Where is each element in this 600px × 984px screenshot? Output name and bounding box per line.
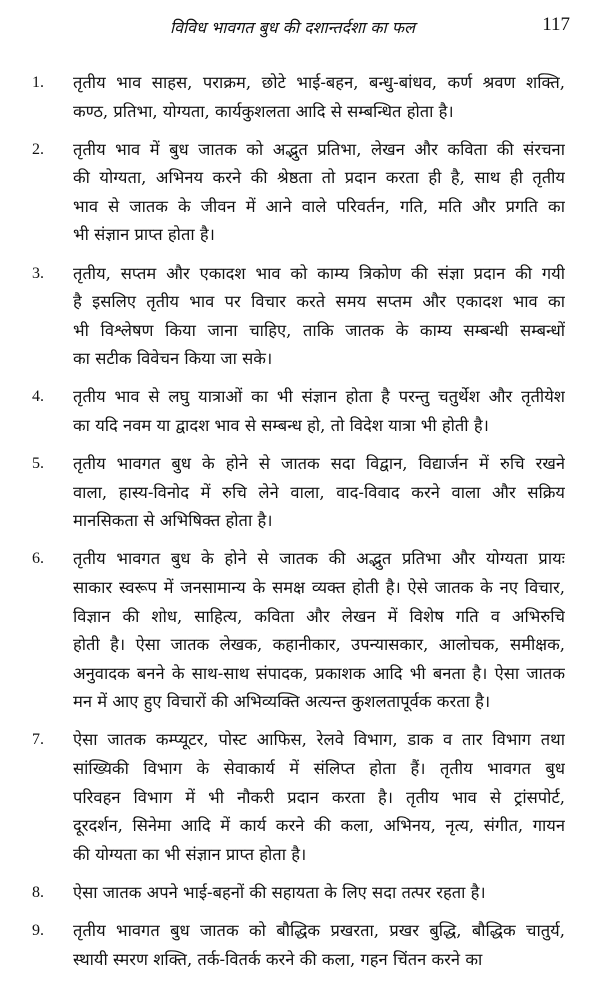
text-line: तृतीय भाव से लघु यात्राओं का भी संज्ञान होता है परन्तु चतुर्थेश और तृतीयेश [73, 387, 565, 407]
item-text [73, 879, 565, 908]
text-line: तृतीय भाव में बुध जातक को अद्भुत प्रतिभा, लेखन और कविता की संरचना [73, 139, 565, 159]
list-item [0, 260, 600, 374]
item-text [73, 136, 565, 250]
text-line: मन में आए हुए विचारों की अभिव्यक्ति अत्यन्त कुशलतापूर्वक करता है। [73, 692, 491, 712]
text-line: स्थायी स्मरण शक्ति, तर्क-वितर्क करने की कला, गहन चिंतन करने का [73, 949, 483, 969]
item-number: 3. [32, 264, 44, 282]
item-text [73, 450, 565, 536]
text-line: वाला, हास्य-विनोद में रुचि लेने वाला, वाद-विवाद करने वाला और सक्रिय [73, 482, 565, 502]
item-number: 1. [32, 74, 44, 91]
text-line: ऐसा जातक अपने भाई-बहनों की सहायता के लिए सदा तत्पर रहता है। [73, 882, 486, 902]
text-line: तृतीय, सप्तम और एकादश भाव को काम्य त्रिकोण की संज्ञा प्रदान की गयी [73, 263, 565, 283]
text-line: का सटीक विवेचन किया जा सके। [73, 349, 273, 369]
list-item [0, 69, 600, 126]
item-number: 4. [32, 388, 44, 406]
text-line: तृतीय भावगत बुध के होने से जातक की अद्भुत प्रतिभा और योग्यता प्रायः [73, 549, 565, 569]
list-item [0, 917, 600, 974]
text-line: भी विश्लेषण किया जाना चाहिए, ताकि जातक के काम्य सम्बन्धी सम्बन्धों [73, 320, 565, 340]
item-text [73, 260, 565, 374]
item-text [73, 917, 565, 974]
text-line: अनुवादक बनने के साथ-साथ संपादक, प्रकाशक आदि भी बनता है। ऐसा जातक [73, 663, 565, 683]
text-line: कण्ठ, प्रतिभा, योग्यता, कार्यकुशलता आदि से सम्बन्धित होता है। [73, 101, 454, 121]
text-line: भी संज्ञान प्राप्त होता है। [73, 225, 215, 245]
text-line: दूरदर्शन, सिनेमा आदि में कार्य करने की कला, अभिनय, नृत्य, संगीत, गायन [73, 816, 565, 836]
text-line: परिवहन विभाग में भी नौकरी प्रदान करता है। तृतीय भाव से ट्रांसपोर्ट, [73, 787, 565, 807]
running-title: विविध भावगत बुध की दशान्तर्दशा का फल [170, 18, 415, 37]
item-number: 8. [32, 883, 44, 901]
list-item [0, 879, 600, 908]
page-number: 117 [542, 14, 570, 35]
item-number: 6. [32, 550, 44, 568]
item-text [73, 69, 565, 126]
text-line: मानसिकता से अभिषिक्त होता है। [73, 511, 273, 531]
text-line: तृतीय भावगत बुध के होने से जातक सदा विद्वान, विद्यार्जन में रुचि रखने [73, 454, 565, 474]
text-line: साकार स्वरूप में जनसामान्य के समक्ष व्यक्त होती है। ऐसे जातक के नए विचार, [73, 578, 565, 597]
text-line: विज्ञान की शोध, साहित्य, कविता और लेखन में विशेष गति व अभिरुचि [73, 606, 565, 626]
text-line: की योग्यता का भी संज्ञान प्राप्त होता है। [73, 844, 307, 864]
text-line: का यदि नवम या द्वादश भाव से सम्बन्ध हो, तो विदेश यात्रा भी होती है। [73, 416, 489, 436]
list-item [0, 383, 600, 440]
item-number: 2. [32, 140, 44, 158]
text-line: सांख्यिकी विभाग के सेवाकार्य में संलिप्त होता हैं। तृतीय भावगत बुध [73, 759, 565, 779]
list-item [0, 545, 600, 717]
item-text [73, 545, 565, 717]
list-item [0, 726, 600, 869]
text-line: ऐसा जातक कम्प्यूटर, पोस्ट आफिस, रेलवे विभाग, डाक व तार विभाग तथा [73, 730, 565, 750]
text-line: की योग्यता, अभिनय करने की श्रेष्ठता तो प्रदान करता ही है, साथ ही तृतीय [73, 168, 565, 188]
text-line: तृतीय भाव साहस, पराक्रम, छोटे भाई-बहन, बन्धु-बांधव, कर्ण श्रवण शक्ति, [73, 73, 565, 92]
text-line: होती है। ऐसा जातक लेखक, कहानीकार, उपन्यासकार, आलोचक, समीक्षक, [73, 635, 565, 655]
list-item [0, 136, 600, 250]
list-item [0, 450, 600, 536]
text-line: भाव से जातक के जीवन में आने वाले परिवर्तन, गति, मति और प्रगति का [73, 196, 565, 216]
item-text [73, 383, 565, 440]
item-number: 7. [32, 731, 44, 749]
page-header [0, 12, 600, 42]
item-number: 5. [32, 455, 44, 473]
numbered-list [0, 69, 600, 984]
item-number: 9. [32, 922, 44, 940]
text-line: है इसलिए तृतीय भाव पर विचार करते समय सप्तम और एकादश भाव का [73, 292, 565, 312]
item-text [73, 726, 565, 869]
text-line: तृतीय भावगत बुध जातक को बौद्धिक प्रखरता, प्रखर बुद्धि, बौद्धिक चातुर्य, [73, 921, 565, 941]
